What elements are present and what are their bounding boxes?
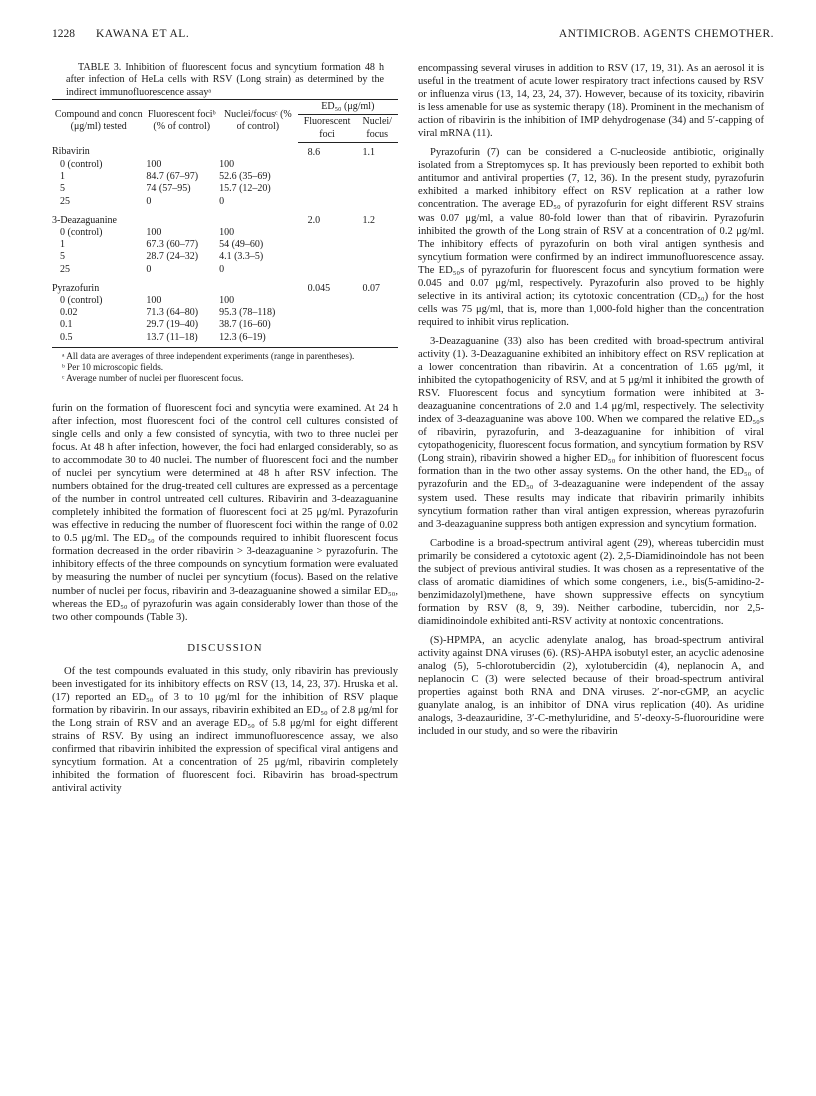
ed50-foci-value: 0.045: [307, 282, 331, 294]
nuclei-value: 38.7 (16–60): [219, 319, 271, 331]
compound-name: 3-Deazaguanine: [52, 214, 117, 226]
table-row: [52, 196, 398, 208]
running-authors: KAWANA ET AL.: [96, 28, 190, 40]
foci-value: 67.3 (60–77): [146, 239, 199, 251]
concentration: 25: [60, 195, 70, 207]
ed50-nuclei-value: 0.07: [362, 282, 380, 294]
body-paragraph: Of the test compounds evaluated in this study, only ribavirin has previously been investigated for its inhibitory effects on RSV (13, 14, 23, 37). Hruska et al. (17) reported an ED₅₀ of 3 to 10 μg/ml for the inhibition of RSV plaque formation by ribavirin. In our assays, ribavirin exhibited an ED₅₀ of 2.8 μg/ml for the Long strain of RSV and an average ED₅₀ of 5.8 μg/ml for eight different strains of RSV. By using an indirect immunofluorescence assay, we also confirmed that ribavirin inhibited the expression of specifical viral antigens and syncytium formation. At a concentration of 25 μg/ml, ribavirin completely inhibited the formation of fluorescent foci. Ribavirin has broad-spectrum antiviral activity: [52, 665, 398, 795]
foci-value: 74 (57–95): [146, 183, 191, 195]
table-row: [52, 171, 398, 183]
table-row: [52, 319, 398, 331]
foci-value: 28.7 (24–32): [146, 251, 199, 263]
footnote-b: ᵇ Per 10 microscopic fields.: [62, 361, 164, 372]
body-paragraph: Carbodine is a broad-spectrum antiviral agent (29), whereas tubercidin must primarily be considered a cytotoxic agent (2). 2,5-Diamidinoindole has not been the subject of previous antiviral studies. It was chosen as a representative of the class of aromatic diamidines of which some congeners, i.e., bis(5-amidino-2-benzimidazolyl)methene, have shown suppressive effects on syncytium formation by RSV (8, 9, 39). Neither carbodine, tubercidin, nor 2,5-diamidinoindole exhibited anti-RSV activity at nontoxic concentrations.: [418, 537, 764, 627]
concentration: 25: [60, 263, 70, 275]
foci-value: 100: [146, 227, 162, 239]
table-row: [52, 307, 398, 319]
table-row: [52, 332, 398, 348]
nuclei-value: 100: [219, 159, 235, 171]
concentration: 0.02: [60, 307, 78, 319]
foci-value: 0: [146, 263, 152, 275]
col-header-ed50-foci: Fluorescent foci: [298, 115, 357, 142]
ed50-foci-value: 2.0: [307, 214, 321, 226]
nuclei-value: 95.3 (78–118): [219, 307, 276, 319]
journal-name: ANTIMICROB. AGENTS CHEMOTHER.: [558, 28, 774, 40]
ed50-nuclei-value: 1.2: [362, 214, 375, 226]
ed50-nuclei-value: 1.1: [362, 146, 375, 158]
nuclei-value: 100: [219, 227, 235, 239]
nuclei-value: 12.3 (6–19): [218, 332, 298, 348]
foci-value: 100: [146, 295, 162, 307]
concentration: 0 (control): [60, 295, 103, 307]
nuclei-value: 15.7 (12–20): [219, 183, 271, 195]
running-header: [52, 28, 774, 46]
table-group-row: [52, 142, 398, 159]
foci-value: 13.7 (11–18): [145, 332, 218, 348]
table-row: [52, 227, 398, 239]
table-row: [52, 183, 398, 195]
col-header-foci: Fluorescent fociᵇ (% of control): [145, 100, 218, 143]
col-header-nuclei: Nuclei/focusᶜ (% of control): [218, 100, 298, 143]
concentration: 0.5: [52, 332, 145, 348]
col-header-compound: Compound and concn (μg/ml) tested: [52, 100, 145, 143]
concentration: 0 (control): [60, 159, 103, 171]
section-heading-discussion: DISCUSSION: [187, 641, 263, 654]
footnote-c: ᶜ Average number of nuclei per fluorescent focus.: [62, 372, 244, 383]
right-column: [418, 62, 764, 738]
table-3: [52, 99, 398, 348]
nuclei-value: 4.1 (3.3–5): [219, 251, 264, 263]
compound-name: Ribavirin: [52, 146, 90, 158]
col-header-ed50-nuclei: Nuclei/ focus: [356, 115, 398, 142]
concentration: 0.1: [60, 319, 73, 331]
table-row: [52, 239, 398, 251]
table-row: [52, 159, 398, 171]
nuclei-value: 0: [219, 263, 225, 275]
nuclei-value: 54 (49–60): [219, 239, 264, 251]
body-paragraph: (S)-HPMPA, an acyclic adenylate analog, has broad-spectrum antiviral activity against DNA viruses (6). (RS)-AHPA isobutyl ester, an acyclic adenosine analog (5), 5-chlorotubercidin (2), xylotubercidin (4), neplanocin A, and neplanocin C (3) were selected because of their broad-spectrum antiviral properties against both RNA and DNA viruses. 2′-nor-cGMP, an acyclic guanylate analog, is an inhibitor of DNA virus replication (40). As uridine analogs, 3-deazauridine, 3′-C-methyluridine, and 5′-deoxy-5-fluorouridine were included in our study, and so were the ribavirin: [418, 634, 764, 738]
body-paragraph: encompassing several viruses in addition to RSV (17, 19, 31). As an aerosol it is useful in the treatment of acute lower respiratory tract infections caused by RSV or influenza virus (13, 14, 23, 24, 37). However, because of its toxicity, ribavirin is less amenable for use as systemic therapy (18). Prominent in the mechanism of action of ribavirin is the inhibition of IMP dehydrogenase (34) and 5′-capping of viral mRNA (11).: [418, 63, 764, 140]
concentration: 5: [60, 251, 65, 263]
table-group-row: [52, 276, 398, 295]
nuclei-value: 100: [219, 295, 235, 307]
concentration: 1: [60, 171, 65, 183]
col-header-ed50: ED₅₀ (μg/ml): [298, 100, 398, 115]
page-number: 1228: [52, 28, 75, 40]
footnote-a: ᵃ All data are averages of three independent experiments (range in parentheses).: [62, 350, 355, 361]
left-column: [52, 62, 398, 795]
ed50-foci-value: 8.6: [307, 146, 321, 158]
body-paragraph: furin on the formation of fluorescent foci and syncytia were examined. At 24 h after infection, most fluorescent foci of the control cell cultures consisted of single cells and only a few consisted of syncytia, with two to three nuclei per focus. At 48 h after infection, however, the foci had enlarged considerably, so as to accommodate 30 to 40 nuclei. The number of fluorescent foci and the number of nuclei per syncytium were determined at 48 h after RSV infection. The numbers obtained for the drug-treated cell cultures are expressed as a percentage of the number in control untreated cell cultures. Ribavirin and 3-deazaguanine completely inhibited the formation of fluorescent foci at 25 μg/ml. Pyrazofurin was effective in reducing the number of fluorescent foci within the range of 0.02 to 0.5 μg/ml. The ED₅₀ of the compounds required to inhibit fluorescent focus formation decreased in the order ribavirin > 3-deazaguanine > pyrazofurin. The inhibitory effects of the three compounds on syncytium formation were evaluated by measuring the number of nuclei per syncytium (focus). Based on the relative number of nuclei per focus, ribavirin and 3-deazaguanine showed a similar ED₅₀, whereas the ED₅₀ of pyrazofurin was again considerably lower than those of the two other compounds (Table 3).: [52, 402, 398, 623]
foci-value: 29.7 (19–40): [146, 319, 199, 331]
table-row: [52, 264, 398, 276]
table-caption: TABLE 3. Inhibition of fluorescent focus and syncytium formation 48 h after infection of HeLa cells with RSV (Long strain) as determined by the indirect immunofluorescence assayᵃ: [66, 62, 384, 98]
table-group-row: [52, 208, 398, 227]
body-paragraph: Pyrazofurin (7) can be considered a C-nucleoside antibiotic, originally isolated from a Streptomyces sp. It has previously been reported to exhibit both antitumor and antiviral properties (7, 12, 36). In the present study, pyrazofurin exhibited a marked inhibitory effect on RSV replication at a rather low concentration. The average ED₅₀ of pyrazofurin for eight different RSV strains was 0.07 μg/ml, a value 80-fold lower than that of ribavirin. Pyrazofurin inhibited the growth of the Long strain of RSV at a concentration of 0.2 μg/ml. The inhibitory effects of pyrazofurin on both viral antigen synthesis and syncytium formation were confirmed by an indirect immunofluorescence assay. The ED₅₀s of pyrazofurin for fluorescent focus and syncytium formation were 0.045 and 0.07 μg/ml, respectively. Pyrazofurin also proved to be highly selective in its antiviral action; its cytotoxic concentration (CD₅₀) for the host cells was 75 μg/ml, that is, more than 1,000-fold higher than the concentration required to inhibit virus replication.: [418, 147, 764, 328]
concentration: 0 (control): [60, 227, 103, 239]
foci-value: 71.3 (64–80): [146, 307, 199, 319]
table-footnotes: [52, 351, 398, 384]
compound-name: Pyrazofurin: [52, 282, 100, 294]
body-paragraph: 3-Deazaguanine (33) also has been credited with broad-spectrum antiviral activity (1). 3-Deazaguanine exhibited an inhibitory effect on RSV replication at a lower concentration than ribavirin. At a concentration of 1.65 μg/ml, it inhibited the cytopathogenicity of RSV, and at 5 μg/ml it inhibited the growth of RSV. Fluorescent focus and syncytium formation were inhibited at 3-deazaguanine concentrations of 2.0 and 1.4 μg/ml, respectively. The selectivity index of 3-deazaguanine was above 100. When we compared the relative ED₅₀s of ribavirin, pyrazofurin, and 3-deazaguanine for inhibition of viral cytopathogenicity, fluorescent focus formation, and syncytium formation by RSV (Long strain), ribavirin showed a higher ED₅₀ for inhibition of fluorescent focus formation than in the two other assay systems. On the other hand, the ED₅₀ of pyrazofurin and the ED₅₀ of 3-deazaguanine were independent of the assay system used. These results may indicate that ribavirin primarily inhibits syncytium formation rather than viral antigen expression, whereas pyrazofurin and 3-deazaguanine suppress both antigen expression and syncytium formation.: [418, 335, 764, 530]
concentration: 1: [60, 239, 65, 251]
foci-value: 0: [146, 195, 152, 207]
nuclei-value: 52.6 (35–69): [219, 171, 271, 183]
table-row: [52, 251, 398, 263]
nuclei-value: 0: [219, 195, 225, 207]
concentration: 5: [60, 183, 65, 195]
foci-value: 100: [146, 159, 162, 171]
foci-value: 84.7 (67–97): [146, 171, 199, 183]
table-row: [52, 295, 398, 307]
